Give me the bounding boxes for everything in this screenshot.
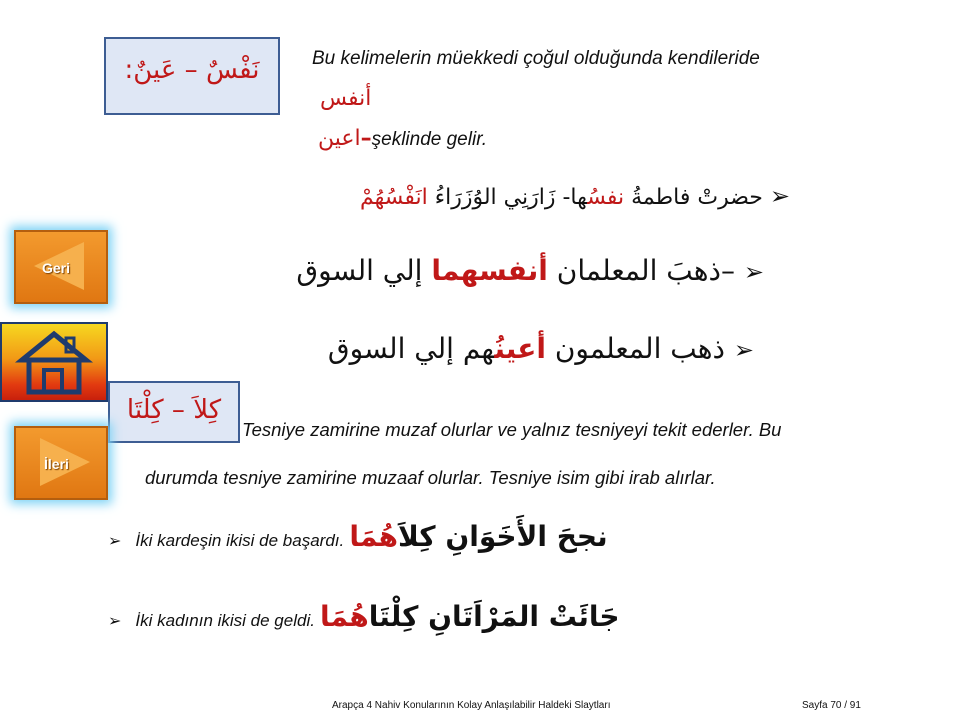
bullet-icon: ➢ [108, 611, 122, 630]
plural-ayun: اعين [318, 126, 361, 151]
home-icon [2, 324, 106, 400]
example-1-red2: انَفْسُهُمْ [359, 185, 428, 210]
intro-end: şeklinde gelir. [371, 129, 488, 150]
sentence-1-ar-black: نجحَ الأَخَوَانِ كِلاَ [398, 520, 608, 553]
plural-anfus: أنفس [320, 86, 372, 111]
footer-title: Arapça 4 Nahiv Konularının Kolay Anlaşılabilir Haldeki Slaytları [332, 700, 611, 711]
example-3-pre: ذهب المعلمون [545, 332, 725, 365]
term-box-nafs-ayn [104, 37, 280, 115]
intro-line: Bu kelimelerin müekkedi çoğul olduğunda kendileride [312, 48, 760, 69]
sentence-2-ar-red: هُمَا [320, 600, 369, 633]
sentence-1-ar [349, 520, 607, 553]
example-2-red: أنفسهما [431, 254, 548, 287]
paragraph-line-1: Tesniye zamirine muzaf olurlar ve yalnız tesniyeyi tekit ederler. Bu [242, 419, 782, 440]
sentence-2-ar-black: جَائَتْ المَرْاَتَانِ كِلْتَا [368, 600, 620, 633]
example-row-3 [328, 332, 754, 365]
example-row-1 [360, 182, 790, 210]
example-1-red: نفسُ [587, 185, 625, 210]
footer-page: Sayfa 70 / 91 [802, 700, 861, 711]
example-3-red: أعينُ [494, 332, 546, 365]
sentence-2-tr: İki kadının ikisi de geldi. [135, 611, 315, 630]
plural-line [318, 126, 487, 151]
back-label: Geri [42, 260, 71, 276]
term-kila-kilta: كِلاَ – كِلْتَا [126, 395, 222, 425]
term-nafs-ayn: نَفْسٌ – عَينٌ: [124, 55, 260, 85]
example-3-post: هم إلي السوق [327, 332, 495, 365]
term-box-kila-kilta [108, 381, 240, 443]
example-1-pre: حضرتْ فاطمةُ [624, 185, 763, 210]
example-1-mid: ها- زَارَنِي الوُزَرَاءُ [427, 185, 588, 210]
example-2-dash: – [720, 254, 735, 287]
next-button[interactable] [14, 426, 108, 500]
example-2-pre: ذهبَ المعلمان [547, 254, 721, 287]
bullet-icon: ➢ [743, 258, 764, 286]
sentence-1-tr: İki kardeşin ikisi de başardı. [135, 531, 345, 550]
sentence-row-1 [108, 520, 608, 553]
example-row-2 [296, 254, 764, 287]
sentence-1-ar-red: هُمَا [349, 520, 399, 553]
example-2-post: إلي السوق [296, 254, 432, 287]
sentence-row-2 [108, 600, 620, 633]
plural-dash: – [360, 126, 372, 151]
bullet-icon: ➢ [108, 531, 122, 550]
back-button[interactable] [14, 230, 108, 304]
paragraph-line-2: durumda tesniye zamirine muzaaf olurlar. Tesniye isim gibi irab alırlar. [145, 467, 716, 488]
home-button[interactable] [0, 322, 108, 402]
next-label: İleri [44, 456, 69, 472]
bullet-icon: ➢ [733, 336, 754, 364]
bullet-icon: ➢ [769, 182, 790, 210]
sentence-2-ar [320, 600, 620, 633]
